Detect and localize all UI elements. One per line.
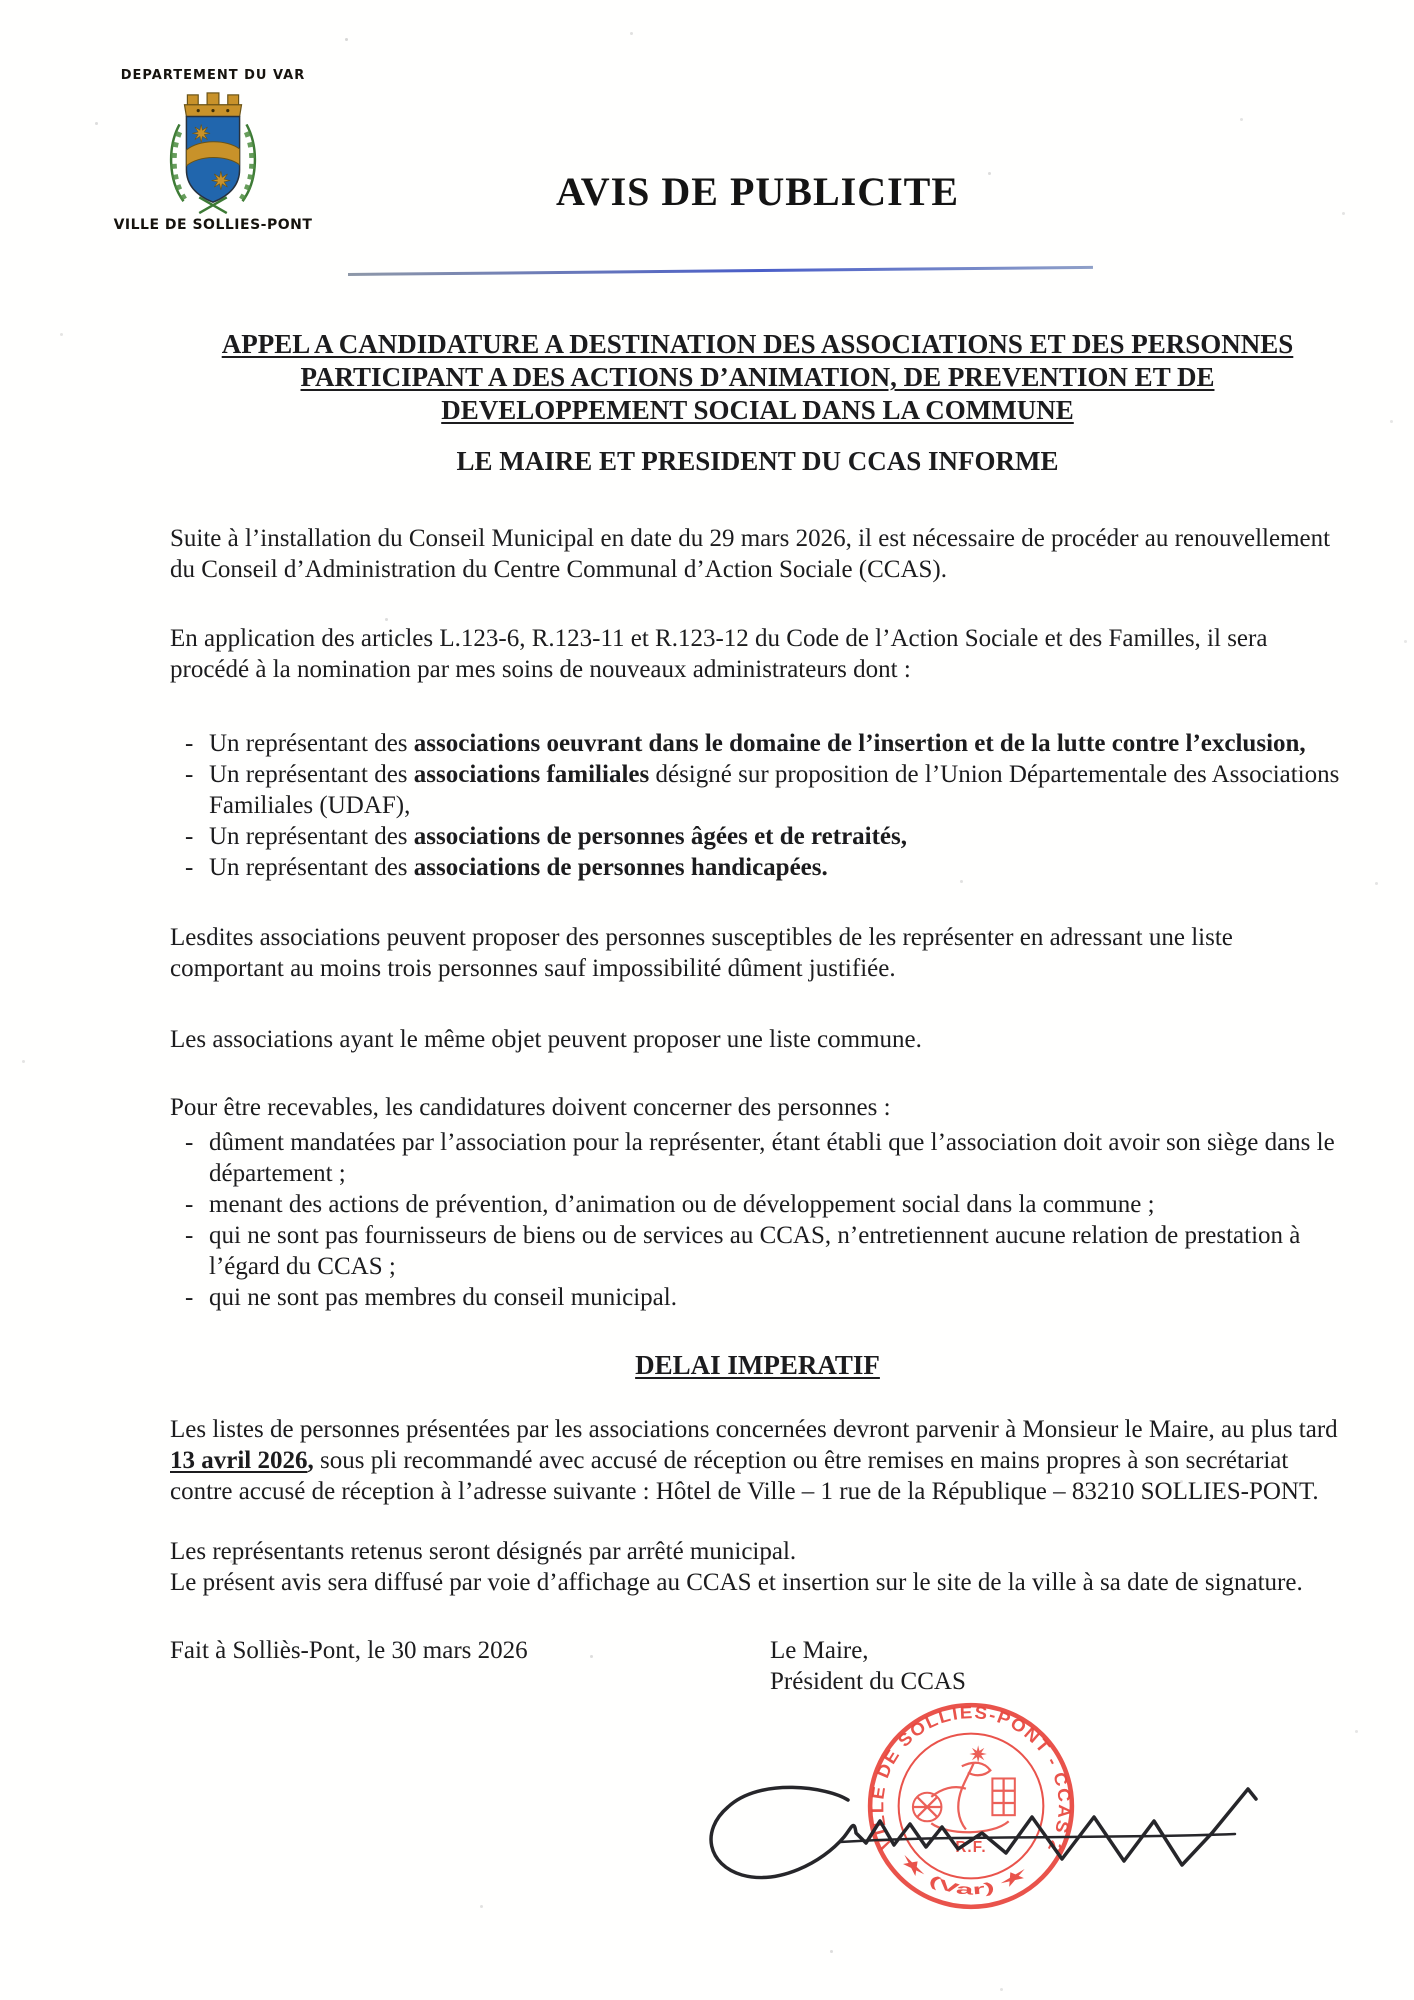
list-item-marker: - <box>185 1129 194 1156</box>
notice-heading <box>170 328 1345 427</box>
list-item-text: Un représentant des associations familiales désigné sur proposition de l’Union Départementale des Associations Familiales (UDAF), <box>209 761 1340 819</box>
date-place-line: Fait à Solliès-Pont, le 30 mars 2026 <box>170 1637 528 1664</box>
department-label: DEPARTEMENT DU VAR <box>120 68 306 83</box>
list-item-marker: - <box>185 854 194 881</box>
list-item-text: Un représentant des associations oeuvrant dans le domaine de l’insertion et de la lutte contre l’exclusion, <box>209 730 1306 757</box>
notice-heading-line-3: DEVELOPPEMENT SOCIAL DANS LA COMMUNE <box>441 395 1074 425</box>
paragraph-closing <box>170 1536 1345 1598</box>
paragraph-lesdites: Lesdites associations peuvent proposer des personnes susceptibles de les représenter en adressant une liste comportant au moins trois personnes sauf impossibilité dûment justifiée. <box>170 924 1233 982</box>
section-heading-delai: DELAI IMPERATIF <box>635 1350 880 1380</box>
subheading: LE MAIRE ET PRESIDENT DU CCAS INFORME <box>456 446 1059 476</box>
list-item-marker: - <box>185 823 194 850</box>
paragraph-installation: Suite à l’installation du Conseil Municipal en date du 29 mars 2026, il est nécessaire de procéder au renouvellement du Conseil d’Administration du Centre Communal d’Action Sociale (CCAS). <box>170 525 1331 583</box>
stamp-center-text: R.F. <box>955 1838 987 1856</box>
list-item <box>170 759 1345 821</box>
list-item-marker: - <box>185 1222 194 1249</box>
list-item-text: dûment mandatées par l’association pour la représenter, étant établi que l’association doit avoir son siège dans le département ; <box>209 1129 1335 1187</box>
paragraph-articles: En application des articles L.123-6, R.123-11 et R.123-12 du Code de l’Action Sociale et des Familles, il sera procédé à la nomination par mes soins de nouveaux administrateurs dont : <box>170 625 1268 683</box>
list-item <box>170 1220 1345 1282</box>
paragraph-affichage: Le présent avis sera diffusé par voie d’affichage au CCAS et insertion sur le site de la ville à sa date de signature. <box>170 1569 1303 1596</box>
list-item-marker: - <box>185 761 194 788</box>
signature <box>690 1755 1275 1900</box>
scan-noise <box>345 38 348 41</box>
paragraph-liste-commune: Les associations ayant le même objet peuvent proposer une liste commune. <box>170 1026 922 1053</box>
paragraph-deadline: Les listes de personnes présentées par les associations concernées devront parvenir à Monsieur le Maire, au plus tard 13 avril 2026, sous pli recommandé avec accusé de réception ou être remises en mains propres à son secrétariat contre accusé de réception à l’adresse suivante : Hôtel de Ville – 1 rue de la République – 83210 SOLLIES-PONT. <box>170 1416 1338 1505</box>
list-item-marker: - <box>185 730 194 757</box>
list-item-marker: - <box>185 1191 194 1218</box>
footer-row <box>170 1635 1345 1697</box>
stamp-bottom-text: ★ (Var) ★ <box>896 1851 1018 1899</box>
list-item-text: menant des actions de prévention, d’animation ou de développement social dans la commune ; <box>209 1191 1155 1218</box>
signer-block <box>770 1635 966 1697</box>
list-item-text: Un représentant des associations de personnes âgées et de retraités, <box>209 823 908 850</box>
page-title: AVIS DE PUBLICITE <box>555 169 960 214</box>
conditions-list <box>170 1127 1345 1313</box>
list-item-text: qui ne sont pas membres du conseil municipal. <box>209 1284 677 1311</box>
representatives-list <box>170 728 1345 883</box>
list-item <box>170 852 1345 883</box>
list-item-marker: - <box>185 1284 194 1311</box>
signer-title-line-2: Président du CCAS <box>770 1668 966 1695</box>
list-item <box>170 728 1345 759</box>
signer-title-line-1: Le Maire, <box>770 1637 869 1664</box>
list-item-text: Un représentant des associations de personnes handicapées. <box>209 854 828 881</box>
list-item-text: qui ne sont pas fournisseurs de biens ou de services au CCAS, n’entretiennent aucune relation de prestation à l’égard du CCAS ; <box>209 1222 1301 1280</box>
paragraph-recevables: Pour être recevables, les candidatures doivent concerner des personnes : <box>170 1094 891 1121</box>
city-label: VILLE DE SOLLIES-PONT <box>113 217 313 233</box>
notice-heading-line-1: APPEL A CANDIDATURE A DESTINATION DES ASSOCIATIONS ET DES PERSONNES <box>221 329 1294 359</box>
list-item <box>170 1282 1345 1313</box>
notice-heading-line-2: PARTICIPANT A DES ACTIONS D’ANIMATION, DE PREVENTION ET DE <box>300 362 1215 392</box>
list-item <box>170 1127 1345 1189</box>
paragraph-arrete: Les représentants retenus seront désignés par arrêté municipal. <box>170 1538 797 1565</box>
stamp-ring-text: VILLE DE SOLLIES-PONT - CCAS 2 <box>867 1702 1075 1857</box>
list-item <box>170 1189 1345 1220</box>
list-item <box>170 821 1345 852</box>
